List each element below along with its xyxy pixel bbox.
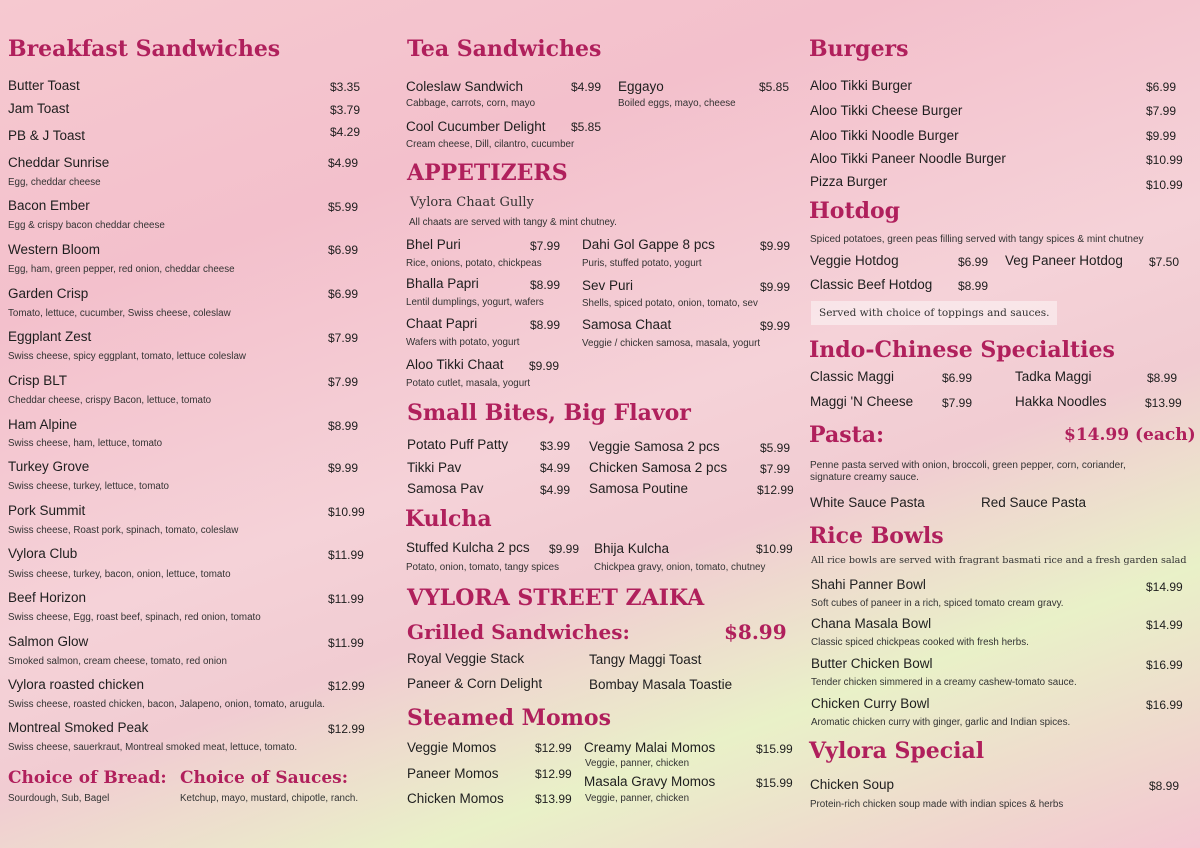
menu-item-desc: Smoked salmon, cream cheese, tomato, red onion <box>8 656 227 667</box>
menu-item-name: Bombay Masala Toastie <box>589 677 733 692</box>
menu-item-name: Red Sauce Pasta <box>981 495 1087 510</box>
hotdog-title: Hotdog <box>809 198 901 224</box>
menu-item-price: $8.99 <box>1147 371 1178 385</box>
menu-item-name: Chicken Soup <box>810 777 895 792</box>
menu-item-price: $8.99 <box>530 318 561 332</box>
menu-item-name: Veggie Samosa 2 pcs <box>589 439 720 454</box>
menu-item-price: $11.99 <box>328 636 364 650</box>
menu-item-name: Crisp BLT <box>8 373 68 388</box>
menu-item-desc: Puris, stuffed potato, yogurt <box>582 258 702 269</box>
menu-item-desc: Veggie, panner, chicken <box>585 793 690 804</box>
rice-title: Rice Bowls <box>809 523 944 549</box>
menu-item-name: Tadka Maggi <box>1015 369 1092 384</box>
toppings-note: Served with choice of toppings and sauces. <box>819 307 1050 319</box>
menu-item-name: Chaat Papri <box>406 316 478 331</box>
menu-item-name: Tikki Pav <box>407 460 462 475</box>
menu-item-name: Butter Chicken Bowl <box>811 656 933 671</box>
menu-item-name: Bhel Puri <box>406 237 461 252</box>
zaika-title: VYLORA STREET ZAIKA <box>407 585 705 611</box>
menu-item-price: $10.99 <box>328 505 365 519</box>
appetizers-note: All chaats are served with tangy & mint chutney. <box>409 217 617 228</box>
menu-item-price: $9.99 <box>760 280 791 294</box>
menu-item-price: $10.99 <box>1146 178 1183 192</box>
menu-item-name: Stuffed Kulcha 2 pcs <box>406 540 530 555</box>
menu-item-name: Aloo Tikki Paneer Noodle Burger <box>810 151 1006 166</box>
sauce-title: Choice of Sauces: <box>180 768 349 788</box>
menu-item-price: $15.99 <box>756 742 793 756</box>
menu-item-name: Sev Puri <box>582 278 634 293</box>
menu-item-price: $4.99 <box>571 80 602 94</box>
menu-item-name: Veggie Momos <box>407 740 497 755</box>
menu-item-price: $7.50 <box>1149 255 1180 269</box>
bread-list: Sourdough, Sub, Bagel <box>8 793 110 804</box>
menu-item-price: $7.99 <box>328 331 359 345</box>
menu-item-name: Cheddar Sunrise <box>8 155 110 170</box>
bread-title: Choice of Bread: <box>8 768 167 788</box>
menu-item-price: $5.99 <box>760 441 791 455</box>
menu-item-desc: Veggie, panner, chicken <box>585 758 690 769</box>
menu-item-price: $10.99 <box>1146 153 1183 167</box>
menu-item-price: $9.99 <box>529 359 560 373</box>
rice-note: All rice bowls are served with fragrant basmati rice and a fresh garden salad <box>811 555 1187 566</box>
menu-item-name: Montreal Smoked Peak <box>8 720 149 735</box>
menu-item-price: $15.99 <box>756 776 793 790</box>
menu-item-name: Butter Toast <box>8 78 80 93</box>
menu-item-price: $4.99 <box>328 156 359 170</box>
menu-item-name: Chicken Samosa 2 pcs <box>589 460 728 475</box>
menu-item-desc: Potato cutlet, masala, yogurt <box>406 378 531 389</box>
menu-item-name: Pizza Burger <box>810 174 888 189</box>
breakfast-title: Breakfast Sandwiches <box>8 36 281 62</box>
menu-item-desc: Swiss cheese, spicy eggplant, tomato, lettuce coleslaw <box>8 351 246 362</box>
menu-item-name: Western Bloom <box>8 242 101 257</box>
menu-item-price: $14.99 <box>1146 618 1183 632</box>
menu-item-name: Dahi Gol Gappe 8 pcs <box>582 237 715 252</box>
menu-item-price: $8.99 <box>530 278 561 292</box>
kulcha-title: Kulcha <box>405 506 492 532</box>
menu-item-price: $8.99 <box>328 419 359 433</box>
momos-title: Steamed Momos <box>407 705 611 731</box>
menu-item-price: $7.99 <box>328 375 359 389</box>
menu-item-desc: Protein-rich chicken soup made with indian spices & herbs <box>810 799 1064 810</box>
menu-item-name: Potato Puff Patty <box>407 437 509 452</box>
tea-title: Tea Sandwiches <box>407 36 602 62</box>
special-title: Vylora Special <box>809 738 985 764</box>
menu-item-desc: Aromatic chicken curry with ginger, garlic and Indian spices. <box>811 717 1071 728</box>
menu-item-price: $5.85 <box>759 80 790 94</box>
menu-item-desc: Tender chicken simmered in a creamy cashew-tomato sauce. <box>811 677 1077 688</box>
menu-item-desc: Shells, spiced potato, onion, tomato, sev <box>582 298 758 309</box>
menu-item-name: Classic Beef Hotdog <box>810 277 933 292</box>
menu-item-price: $6.99 <box>942 371 973 385</box>
menu-item-price: $13.99 <box>535 792 572 806</box>
menu-item-name: Tangy Maggi Toast <box>589 652 702 667</box>
menu-item-name: Eggplant Zest <box>8 329 92 344</box>
menu-item-price: $6.99 <box>328 287 359 301</box>
indo-title: Indo-Chinese Specialties <box>809 337 1115 363</box>
menu-item-name: Coleslaw Sandwich <box>406 79 524 94</box>
sauce-list: Ketchup, mayo, mustard, chipotle, ranch. <box>180 793 359 804</box>
menu-item-name: Aloo Tikki Chaat <box>406 357 504 372</box>
menu-item-price: $6.99 <box>1146 80 1177 94</box>
menu-item-name: Chicken Curry Bowl <box>811 696 930 711</box>
menu-item-price: $3.35 <box>330 80 361 94</box>
menu-item-price: $13.99 <box>1145 396 1182 410</box>
small-bites-title: Small Bites, Big Flavor <box>407 400 691 426</box>
pasta-price: $14.99 (each) <box>1064 425 1196 445</box>
menu-item-name: Samosa Poutine <box>589 481 689 496</box>
menu-item-price: $7.99 <box>1146 104 1177 118</box>
menu-item-price: $8.99 <box>1149 779 1180 793</box>
menu-item-desc: Swiss cheese, ham, lettuce, tomato <box>8 438 163 449</box>
menu-item-price: $8.99 <box>958 279 989 293</box>
menu-item-price: $4.29 <box>330 125 361 139</box>
menu-item-price: $12.99 <box>535 767 572 781</box>
menu-item-desc: Cheddar cheese, crispy Bacon, lettuce, tomato <box>8 395 212 406</box>
pasta-note: Penne pasta served with onion, broccoli, green pepper, corn, coriander, <box>810 460 1126 471</box>
menu-item-price: $6.99 <box>328 243 359 257</box>
menu-item-price: $12.99 <box>328 722 365 736</box>
menu-item-desc: Chickpea gravy, onion, tomato, chutney <box>594 562 766 573</box>
menu-item-name: Vylora roasted chicken <box>8 677 145 692</box>
menu-item-name: Bhija Kulcha <box>594 541 670 556</box>
menu-item-desc: Rice, onions, potato, chickpeas <box>406 258 542 269</box>
menu-item-name: Hakka Noodles <box>1015 394 1107 409</box>
menu-item-name: Samosa Pav <box>407 481 484 496</box>
menu-item-desc: Egg, ham, green pepper, red onion, cheddar cheese <box>8 264 235 275</box>
menu-item-price: $12.99 <box>535 741 572 755</box>
menu-item-price: $4.99 <box>540 483 571 497</box>
menu-item-price: $7.99 <box>760 462 791 476</box>
menu-item-desc: Egg & crispy bacon cheddar cheese <box>8 220 165 231</box>
menu-item-name: Pork Summit <box>8 503 86 518</box>
menu-item-name: Chana Masala Bowl <box>811 616 932 631</box>
menu-item-price: $12.99 <box>328 679 365 693</box>
menu-item-name: Paneer Momos <box>407 766 499 781</box>
hotdog-note: Spiced potatoes, green peas filling served with tangy spices & mint chutney <box>810 234 1144 245</box>
menu-item-desc: Potato, onion, tomato, tangy spices <box>406 562 560 573</box>
menu-item-price: $11.99 <box>328 548 364 562</box>
menu-item-name: Salmon Glow <box>8 634 89 649</box>
menu-item-price: $12.99 <box>757 483 794 497</box>
menu-item-name: Classic Maggi <box>810 369 895 384</box>
menu-item-name: Chicken Momos <box>407 791 504 806</box>
pasta-note: signature creamy sauce. <box>810 472 919 483</box>
menu-item-price: $9.99 <box>549 542 580 556</box>
menu-item-desc: Soft cubes of paneer in a rich, spiced tomato cream gravy. <box>811 598 1064 609</box>
menu-item-price: $16.99 <box>1146 698 1183 712</box>
grilled-title: Grilled Sandwiches: <box>407 620 630 644</box>
menu-item-name: Eggayo <box>618 79 664 94</box>
appetizers-subtitle: Vylora Chaat Gully <box>410 195 534 210</box>
menu-item-desc: Swiss cheese, turkey, lettuce, tomato <box>8 481 169 492</box>
menu-item-price: $6.99 <box>958 255 989 269</box>
menu-item-price: $5.99 <box>328 200 359 214</box>
menu-item-price: $9.99 <box>328 461 359 475</box>
menu-item-name: White Sauce Pasta <box>810 495 925 510</box>
menu-item-desc: Swiss cheese, turkey, bacon, onion, lettuce, tomato <box>8 569 231 580</box>
menu-item-desc: Swiss cheese, roasted chicken, bacon, Jalapeno, onion, tomato, arugula. <box>8 699 325 710</box>
menu-item-price: $9.99 <box>1146 129 1177 143</box>
menu-item-desc: Boiled eggs, mayo, cheese <box>618 98 736 109</box>
menu-item-price: $14.99 <box>1146 580 1183 594</box>
menu-item-desc: Veggie / chicken samosa, masala, yogurt <box>582 338 761 349</box>
menu-item-name: Turkey Grove <box>8 459 90 474</box>
menu-item-name: Maggi 'N Cheese <box>810 394 914 409</box>
menu-item-name: Shahi Panner Bowl <box>811 577 926 592</box>
menu-item-name: Garden Crisp <box>8 286 89 301</box>
menu-item-desc: Swiss cheese, Roast pork, spinach, tomato, coleslaw <box>8 525 239 536</box>
menu-item-price: $11.99 <box>328 592 364 606</box>
menu-item-name: Bhalla Papri <box>406 276 479 291</box>
menu-item-price: $9.99 <box>760 239 791 253</box>
menu-item-desc: Classic spiced chickpeas cooked with fresh herbs. <box>811 637 1029 648</box>
menu-item-price: $7.99 <box>942 396 973 410</box>
menu-item-name: Bacon Ember <box>8 198 90 213</box>
pasta-title: Pasta: <box>809 422 885 448</box>
menu-item-price: $7.99 <box>530 239 561 253</box>
menu-item-name: Masala Gravy Momos <box>584 774 716 789</box>
menu-item-desc: Egg, cheddar cheese <box>8 177 101 188</box>
menu-item-desc: Cabbage, carrots, corn, mayo <box>406 98 536 109</box>
menu-item-name: Creamy Malai Momos <box>584 740 716 755</box>
menu-item-price: $3.99 <box>540 439 571 453</box>
menu-item-name: Vylora Club <box>8 546 78 561</box>
menu-item-name: Beef Horizon <box>8 590 87 605</box>
menu-item-desc: Tomato, lettuce, cucumber, Swiss cheese, coleslaw <box>8 308 231 319</box>
menu-item-price: $9.99 <box>760 319 791 333</box>
menu-item-name: Aloo Tikki Cheese Burger <box>810 103 963 118</box>
menu-item-desc: Cream cheese, Dill, cilantro, cucumber <box>406 139 575 150</box>
menu-item-price: $4.99 <box>540 461 571 475</box>
menu-item-name: PB & J Toast <box>8 128 86 143</box>
menu-item-desc: Swiss cheese, Egg, roast beef, spinach, red onion, tomato <box>8 612 261 623</box>
menu-item-name: Jam Toast <box>8 101 70 116</box>
menu-item-name: Cool Cucumber Delight <box>406 119 546 134</box>
menu-item-name: Veggie Hotdog <box>810 253 899 268</box>
menu-item-price: $3.79 <box>330 103 361 117</box>
menu-item-name: Samosa Chaat <box>582 317 672 332</box>
menu-item-desc: Lentil dumplings, yogurt, wafers <box>406 297 544 308</box>
menu-item-name: Ham Alpine <box>8 417 78 432</box>
grilled-price: $8.99 <box>724 620 787 644</box>
burgers-title: Burgers <box>809 36 909 62</box>
menu-item-desc: Wafers with potato, yogurt <box>406 337 520 348</box>
menu-item-price: $5.85 <box>571 120 602 134</box>
menu-item-name: Aloo Tikki Noodle Burger <box>810 128 959 143</box>
menu-item-price: $16.99 <box>1146 658 1183 672</box>
menu-item-desc: Swiss cheese, sauerkraut, Montreal smoked meat, lettuce, tomato. <box>8 742 298 753</box>
appetizers-title: APPETIZERS <box>407 160 568 186</box>
menu-item-name: Veg Paneer Hotdog <box>1005 253 1123 268</box>
menu-item-name: Paneer & Corn Delight <box>407 676 543 691</box>
menu-item-name: Royal Veggie Stack <box>407 651 525 666</box>
menu-item-price: $10.99 <box>756 542 793 556</box>
menu-item-name: Aloo Tikki Burger <box>810 78 913 93</box>
